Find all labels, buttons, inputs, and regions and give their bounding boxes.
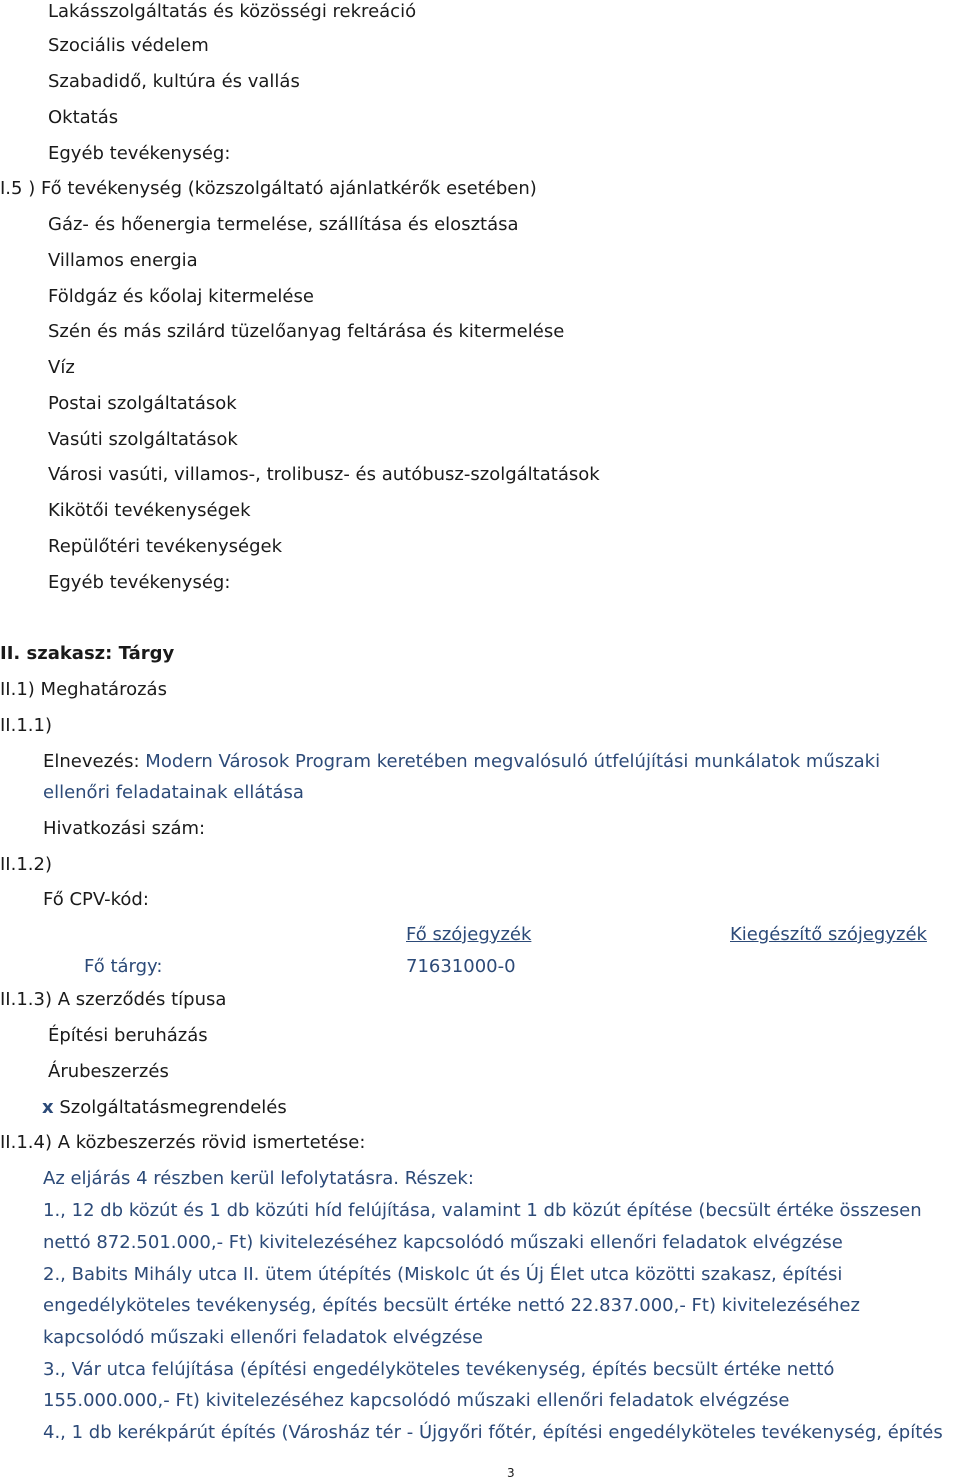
list-item: Oktatás [48, 107, 119, 128]
elnevezes-row [43, 750, 880, 774]
list-item: Szabadidő, kultúra és vallás [48, 71, 300, 92]
description-line: 4., 1 db kerékpárút építés (Városház tér - Újgyőri főtér, építési engedélyköteles tevékenység, építés [43, 1422, 943, 1443]
section-title: II. szakasz: Tárgy [0, 643, 175, 664]
fo-cpv-label: Fő CPV-kód: [43, 889, 149, 910]
description-line: 155.000.000,- Ft) kivitelezéséhez kapcsolódó műszaki ellenőri feladatok elvégzése [43, 1390, 790, 1411]
elnevezes-label: Elnevezés: [43, 751, 140, 772]
list-item: Postai szolgáltatások [48, 393, 237, 414]
elnevezes-value-cont: ellenőri feladatainak ellátása [43, 782, 304, 803]
description-line: 2., Babits Mihály utca II. ütem útépítés (Miskolc út és Új Élet utca közötti szakasz, építési [43, 1264, 843, 1285]
list-item: Egyéb tevékenység: [48, 143, 231, 164]
contract-type-item: Árubeszerzés [48, 1061, 169, 1082]
list-item: Repülőtéri tevékenységek [48, 536, 283, 557]
kiegeszito-szojegyzek-header: Kiegészítő szójegyzék [730, 924, 927, 945]
section-heading-i5: I.5 ) Fő tevékenység (közszolgáltató ajánlatkérők esetében) [0, 178, 537, 199]
subsection-heading: II.1.2) [0, 854, 52, 875]
contract-type-item: Építési beruházás [48, 1025, 208, 1046]
hivatkozasi-label: Hivatkozási szám: [43, 818, 206, 839]
list-item: Vasúti szolgáltatások [48, 429, 238, 450]
list-item: Földgáz és kőolaj kitermelése [48, 286, 314, 307]
list-item: Szociális védelem [48, 35, 209, 56]
subsection-heading: II.1) Meghatározás [0, 679, 167, 700]
subsection-heading: II.1.4) A közbeszerzés rövid ismertetése: [0, 1132, 366, 1153]
fo-szojegyzek-header: Fő szójegyzék [406, 924, 532, 945]
subsection-heading: II.1.1) [0, 715, 52, 736]
list-item: Víz [48, 357, 75, 378]
selected-mark: x [42, 1097, 54, 1118]
list-item: Szén és más szilárd tüzelőanyag feltárása és kitermelése [48, 321, 565, 342]
list-item: Gáz- és hőenergia termelése, szállítása és elosztása [48, 214, 519, 235]
contract-type-item [42, 1096, 287, 1120]
description-line: 3., Vár utca felújítása (építési engedélyköteles tevékenység, építés becsült értéke nettó [43, 1359, 835, 1380]
subsection-heading: II.1.3) A szerződés típusa [0, 989, 227, 1010]
list-item: Kikötői tevékenységek [48, 500, 251, 521]
list-item: Lakásszolgáltatás és közösségi rekreáció [48, 1, 417, 22]
fo-targy-label: Fő tárgy: [84, 956, 163, 977]
description-line: kapcsolódó műszaki ellenőri feladatok elvégzése [43, 1327, 483, 1348]
page-number: 3 [507, 1466, 515, 1480]
description-line: engedélyköteles tevékenység, építés becsült értéke nettó 22.837.000,- Ft) kivitelezéséhez [43, 1295, 860, 1316]
list-item: Egyéb tevékenység: [48, 572, 231, 593]
contract-type-label: Szolgáltatásmegrendelés [59, 1097, 287, 1118]
list-item: Városi vasúti, villamos-, trolibusz- és autóbusz-szolgáltatások [48, 464, 600, 485]
description-line: Az eljárás 4 részben kerül lefolytatásra. Részek: [43, 1168, 474, 1189]
elnevezes-value: Modern Városok Program keretében megvalósuló útfelújítási munkálatok műszaki [145, 751, 881, 772]
description-line: 1., 12 db közút és 1 db közúti híd felújítása, valamint 1 db közút építése (becsült értéke összesen [43, 1200, 922, 1221]
list-item: Villamos energia [48, 250, 198, 271]
fo-targy-code: 71631000-0 [406, 956, 516, 977]
description-line: nettó 872.501.000,- Ft) kivitelezéséhez kapcsolódó műszaki ellenőri feladatok elvégzése [43, 1232, 843, 1253]
